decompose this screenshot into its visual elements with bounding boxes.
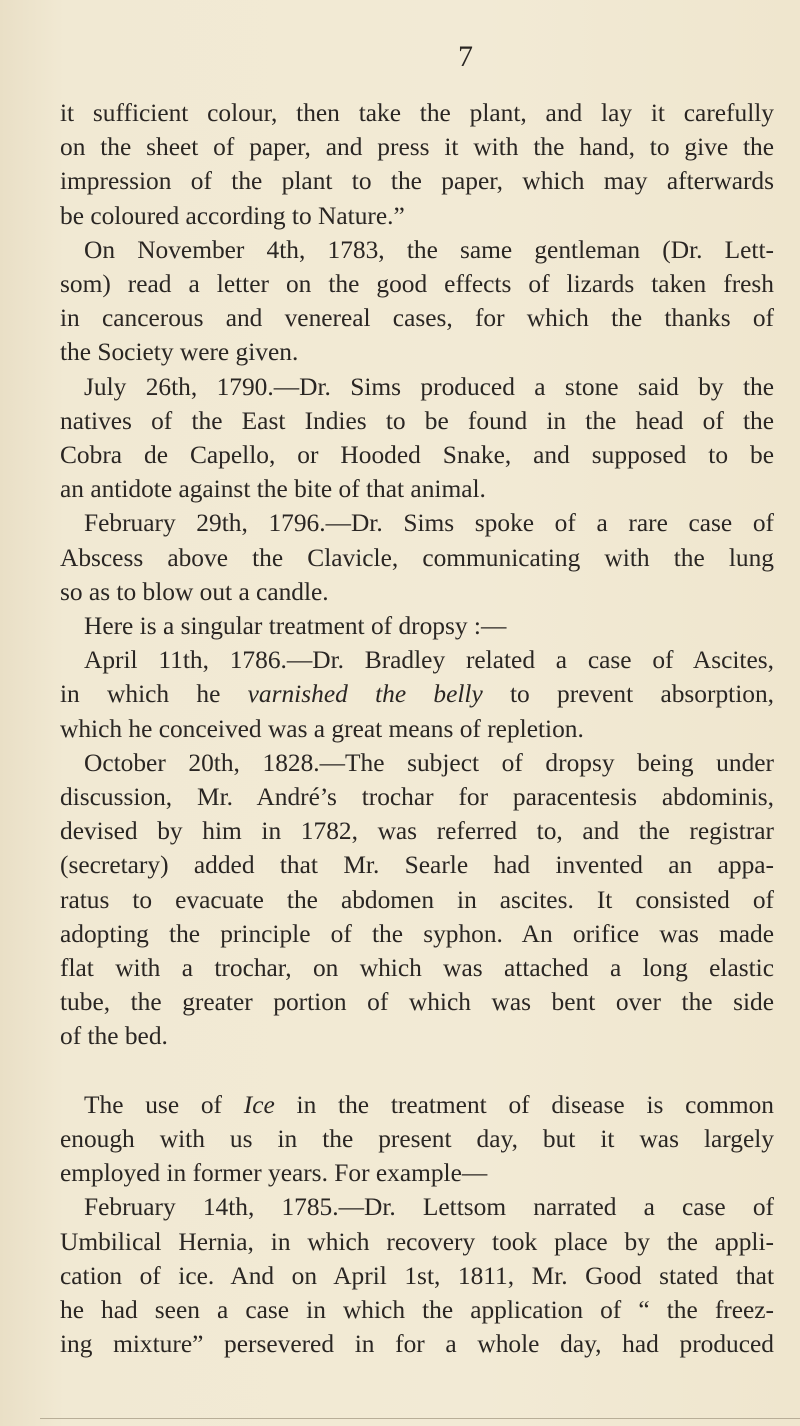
text-line: an antidote against the bite of that animal.	[60, 475, 486, 504]
text-line: which he conceived was a great means of repletion.	[60, 714, 584, 743]
text-line: Umbilical Hernia, in which recovery took place by the appli-	[60, 1227, 774, 1256]
text-line: enough with us in the present day, but it was largely	[60, 1124, 774, 1153]
text-line: (secretary) added that Mr. Searle had invented an appa-	[60, 851, 774, 880]
text-line: impression of the plant to the paper, which may afterwards	[60, 167, 774, 196]
text-line: April 11th, 1786.—Dr. Bradley related a case of Ascites,	[84, 646, 774, 675]
text-line: tube, the greater portion of which was bent over the side	[60, 988, 774, 1017]
page-body	[60, 96, 774, 1361]
text-line: be coloured according to Nature.”	[60, 201, 405, 230]
page-bottom-edge	[40, 1418, 800, 1419]
text-line: som) read a letter on the good effects of lizards taken fresh	[60, 270, 774, 299]
text-line: cation of ice. And on April 1st, 1811, Mr. Good stated that	[60, 1261, 774, 1290]
text-line: Abscess above the Clavicle, communicating with the lung	[60, 543, 774, 572]
text-line: On November 4th, 1783, the same gentleman (Dr. Lett-	[84, 235, 774, 264]
text-line: in cancerous and venereal cases, for which the thanks of	[60, 304, 774, 333]
italic-word: Ice	[243, 1090, 275, 1119]
text-line: Here is a singular treatment of dropsy :—	[84, 612, 507, 641]
text-line: so as to blow out a candle.	[60, 577, 329, 606]
text-line: of the bed.	[60, 1022, 168, 1051]
text-line: flat with a trochar, on which was attached a long elastic	[60, 954, 774, 983]
text-line: employed in former years. For example—	[60, 1159, 488, 1188]
text-run: in which he	[60, 680, 248, 709]
page-number: 7	[458, 40, 474, 73]
text-run: The use of	[84, 1090, 244, 1119]
text-line: July 26th, 1790.—Dr. Sims produced a stone said by the	[84, 372, 774, 401]
text-line: Cobra de Capello, or Hooded Snake, and supposed to be	[60, 441, 774, 470]
text-line: it sufficient colour, then take the plant, and lay it carefully	[60, 99, 774, 127]
paragraph-gap	[60, 1054, 774, 1088]
text-line: October 20th, 1828.—The subject of dropsy being under	[84, 748, 774, 777]
text-line: he had seen a case in which the application of “ the freez-	[60, 1295, 774, 1324]
text-line: devised by him in 1782, was referred to, and the registrar	[60, 817, 774, 846]
text-line: ing mixture” persevered in for a whole day, had produced	[60, 1330, 774, 1359]
text-line: on the sheet of paper, and press it with the hand, to give the	[60, 133, 774, 162]
text-line: natives of the East Indies to be found in the head of the	[60, 406, 774, 435]
text-line: February 14th, 1785.—Dr. Lettsom narrated a case of	[84, 1193, 774, 1222]
text-run: in the treatment of disease is common	[274, 1090, 774, 1119]
text-line: the Society were given.	[60, 338, 299, 367]
text-line	[60, 1088, 774, 1122]
text-line: discussion, Mr. André’s trochar for paracentesis abdominis,	[60, 783, 774, 812]
italic-phrase: varnished the belly	[247, 680, 483, 709]
text-line	[60, 677, 774, 711]
text-line: adopting the principle of the syphon. An orifice was made	[60, 919, 774, 948]
text-line: February 29th, 1796.—Dr. Sims spoke of a rare case of	[84, 509, 774, 538]
text-line: ratus to evacuate the abdomen in ascites. It consisted of	[60, 885, 774, 914]
text-run: to prevent absorption,	[482, 680, 775, 709]
